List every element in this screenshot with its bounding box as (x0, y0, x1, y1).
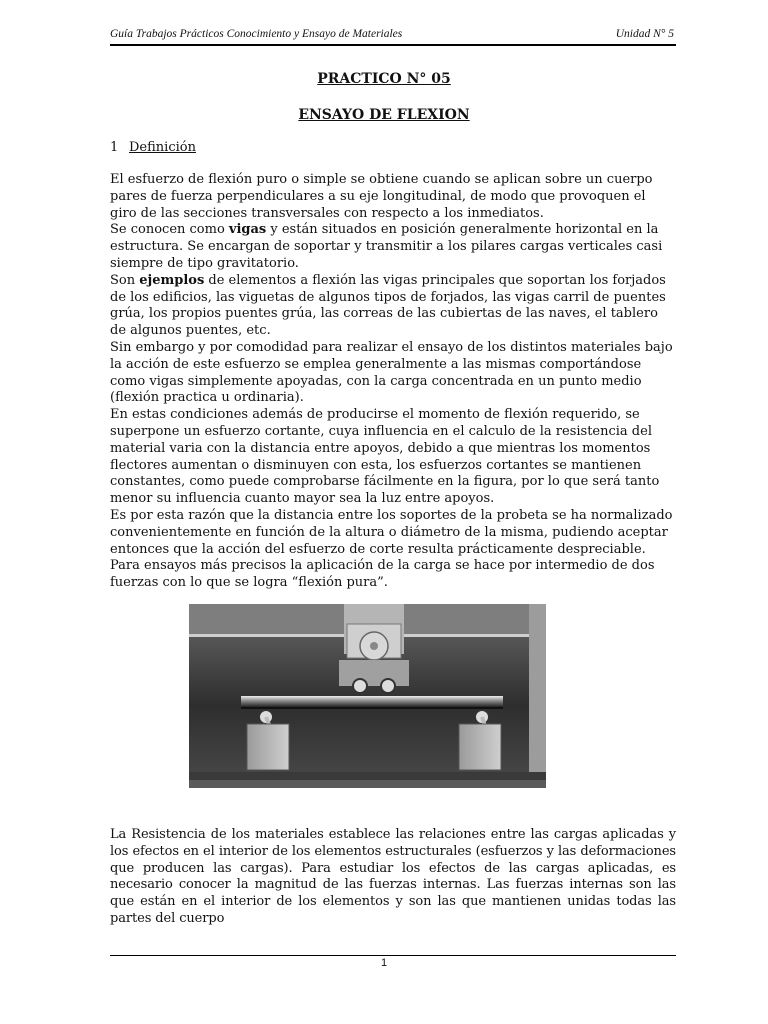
page-title: PRACTICO N° 05 (317, 71, 451, 87)
page-number: 1 (380, 957, 388, 969)
closing-text (110, 827, 676, 928)
section-heading (110, 140, 196, 155)
paragraph: En estas condiciones además de producirse el momento de flexión requerido, se superpone un esfuerzo cortante, cuya influencia en el calculo de la resistencia del material varia con la distancia entre apoyos, debido a que mientras los momentos flectores aumentan o disminuyen con esta, los esfuerzos cortantes se mantienen constantes, como puede comprobarse fácilmente en la figura, por lo que será tanto menor su influencia cuanto mayor sea la luz entre apoyos. (110, 407, 660, 507)
section-label: Definición (129, 140, 196, 155)
section-number: 1 (110, 140, 119, 155)
header-unit: Unidad N° 5 (615, 28, 674, 40)
page-header (110, 28, 676, 46)
paragraph: Se conocen como vigas y están situados en posición generalmente horizontal en la estructura. Se encargan de soportar y transmitir a los pilares cargas verticales casi siempre de tipo gravitatorio. (110, 222, 663, 271)
bending-test-photo (189, 604, 546, 788)
bold-term: vigas (228, 222, 267, 238)
definition-text (110, 172, 676, 592)
paragraph: La Resistencia de los materiales establece las relaciones entre las cargas aplicadas y los efectos en el interior de los elementos estructurales (esfuerzos y las deformaciones que producen las cargas). Para estudiar los efectos de las cargas aplicadas, es necesario conocer la magnitud de las fuerzas internas. Las fuerzas internas son las que están en el interior de los elementos y son las que mantienen unidas todas las partes del cuerpo (110, 827, 676, 926)
bold-term: ejemplos (139, 272, 205, 288)
footer-rule (110, 955, 676, 956)
header-document-title: Guía Trabajos Prácticos Conocimiento y Ensayo de Materiales (110, 28, 403, 40)
page-subtitle: ENSAYO DE FLEXION (298, 107, 470, 123)
paragraph: El esfuerzo de flexión puro o simple se obtiene cuando se aplican sobre un cuerpo pares de fuerza perpendiculares a su eje longitudinal, de modo que provoquen el giro de las secciones transversales con respecto a los inmediatos. (110, 172, 653, 221)
paragraph: Sin embargo y por comodidad para realizar el ensayo de los distintos materiales bajo la acción de este esfuerzo se emplea generalmente a las mismas comportándose como vigas simplemente apoyadas, con la carga concentrada en un punto medio (flexión practica u ordinaria). (110, 339, 673, 406)
paragraph: Son ejemplos de elementos a flexión las vigas principales que soportan los forjados de los edificios, las viguetas de algunos tipos de forjados, las vigas carril de puentes grúa, los propios puentes grúa, las correas de las cubiertas de las naves, el tablero de algunos puentes, etc. (110, 272, 666, 339)
paragraph: Es por esta razón que la distancia entre los soportes de la probeta se ha normalizado convenientemente en función de la altura o diámetro de la misma, pudiendo aceptar entonces que la acción del esfuerzo de corte resulta prácticamente despreciable. Para ensayos más precisos la aplicación de la carga se hace por intermedio de dos fuerzas con lo que se logra “flexión pura”. (110, 507, 673, 591)
